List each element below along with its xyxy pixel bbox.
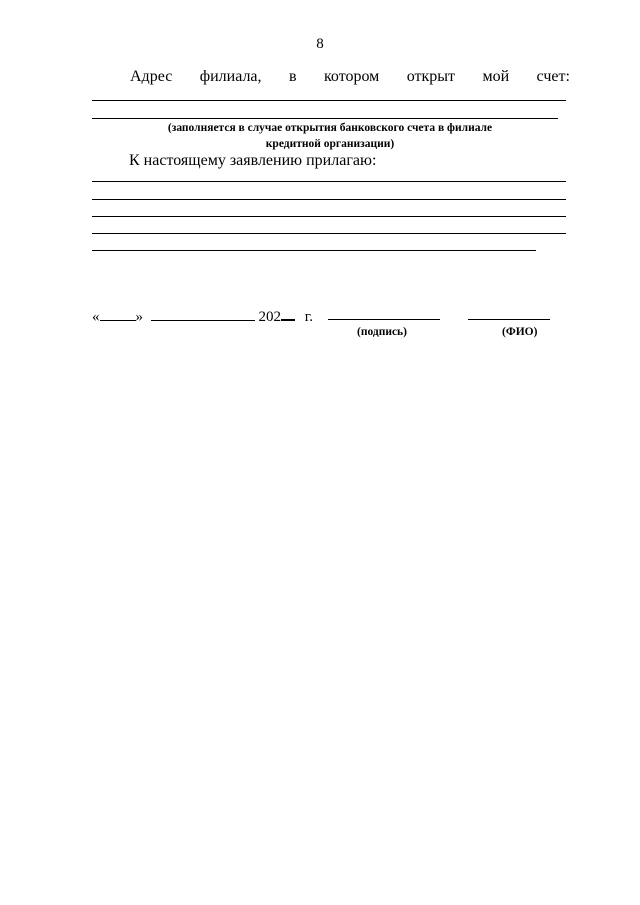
quote-open: « bbox=[92, 309, 100, 325]
address-word: в bbox=[288, 68, 297, 85]
attachments-field-line[interactable] bbox=[92, 233, 566, 234]
branch-address-field-line[interactable] bbox=[92, 118, 558, 119]
address-word: филиала, bbox=[199, 68, 262, 85]
note-line: кредитной организации) bbox=[265, 138, 395, 150]
date-field bbox=[92, 306, 313, 326]
page-number: 8 bbox=[316, 36, 324, 52]
attachments-field-line[interactable] bbox=[92, 250, 536, 251]
quote-close: » bbox=[135, 309, 143, 325]
year-suffix: г. bbox=[304, 309, 313, 325]
address-word: Адрес bbox=[130, 68, 173, 85]
signature-line[interactable] bbox=[328, 319, 440, 320]
branch-address-label bbox=[130, 68, 570, 86]
note-line: (заполняется в случае открытия банковского счета в филиале bbox=[167, 122, 493, 134]
attachments-field-line[interactable] bbox=[92, 199, 566, 200]
name-caption: (ФИО) bbox=[502, 326, 538, 338]
day-blank[interactable] bbox=[100, 307, 136, 321]
branch-address-note bbox=[150, 120, 510, 152]
address-word: мой bbox=[482, 68, 510, 85]
address-word: котором bbox=[323, 68, 380, 85]
address-word: счет: bbox=[536, 68, 570, 85]
attachments-label: К настоящему заявлению прилагаю: bbox=[129, 152, 377, 169]
year-blank[interactable] bbox=[281, 306, 295, 321]
month-blank[interactable] bbox=[151, 307, 255, 321]
attachments-field-line[interactable] bbox=[92, 216, 566, 217]
year-prefix: 202 bbox=[258, 309, 281, 325]
branch-address-field-line[interactable] bbox=[92, 100, 566, 101]
name-line[interactable] bbox=[468, 319, 550, 320]
signature-caption: (подпись) bbox=[357, 326, 407, 338]
attachments-field-line[interactable] bbox=[92, 181, 566, 182]
address-word: открыт bbox=[406, 68, 456, 85]
